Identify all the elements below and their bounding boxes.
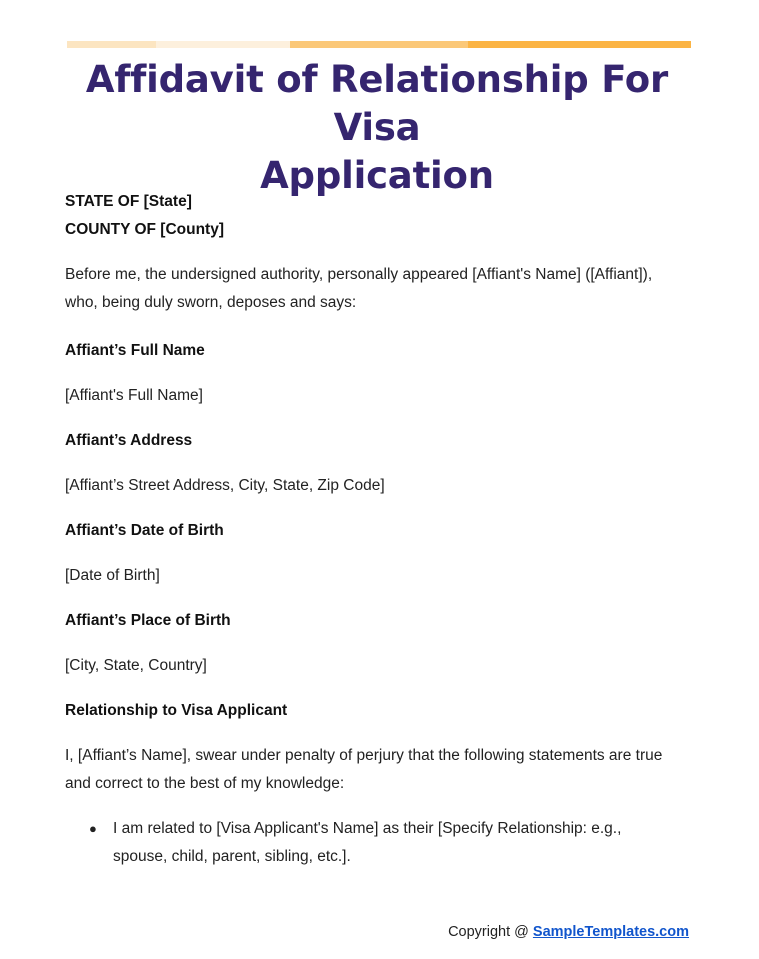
copyright-text: Copyright @ (448, 924, 529, 940)
document-title (40, 56, 714, 200)
section-value-date-of-birth: [Date of Birth] (65, 567, 160, 584)
top-bar-segment-3 (290, 41, 468, 48)
section-heading-place-of-birth: Affiant’s Place of Birth (65, 612, 231, 629)
relationship-list (65, 815, 695, 871)
top-bar-segment-2 (156, 41, 290, 48)
section-value-place-of-birth: [City, State, Country] (65, 657, 207, 674)
section-heading-address: Affiant’s Address (65, 432, 193, 449)
bullet-icon: ● (89, 821, 97, 836)
document-body (65, 188, 695, 871)
section-heading-date-of-birth: Affiant’s Date of Birth (65, 522, 224, 539)
title-line-2: Application (260, 154, 494, 197)
title-line-1: Affidavit of Relationship For Visa (85, 58, 669, 149)
top-bar-segment-4 (468, 41, 691, 48)
list-item-line-1: I am related to [Visa Applicant's Name] as their [Specify Relationship: e.g., (113, 820, 622, 837)
relationship-line-2: and correct to the best of my knowledge: (65, 775, 345, 792)
intro-line-1: Before me, the undersigned authority, personally appeared [Affiant's Name] ([Affiant]), (65, 266, 653, 283)
relationship-heading: Relationship to Visa Applicant (65, 702, 288, 719)
list-item-line-2: spouse, child, parent, sibling, etc.]. (113, 848, 351, 865)
state-line: STATE OF [State] (65, 193, 192, 210)
top-bar-segment-1 (67, 41, 156, 48)
sampletemplates-link[interactable]: SampleTemplates.com (532, 924, 689, 940)
intro-line-2: who, being duly sworn, deposes and says: (65, 294, 357, 311)
section-value-full-name: [Affiant's Full Name] (65, 387, 203, 404)
decorative-top-bar (67, 41, 691, 48)
county-line: COUNTY OF [County] (65, 221, 225, 238)
section-value-address: [Affiant’s Street Address, City, State, Zip Code] (65, 477, 385, 494)
section-heading-full-name: Affiant’s Full Name (65, 342, 205, 359)
relationship-line-1: I, [Affiant’s Name], swear under penalty of perjury that the following statements are true (65, 747, 663, 764)
relationship-paragraph (65, 742, 695, 798)
footer-copyright (448, 921, 689, 943)
intro-paragraph (65, 261, 695, 317)
list-item (89, 815, 695, 871)
